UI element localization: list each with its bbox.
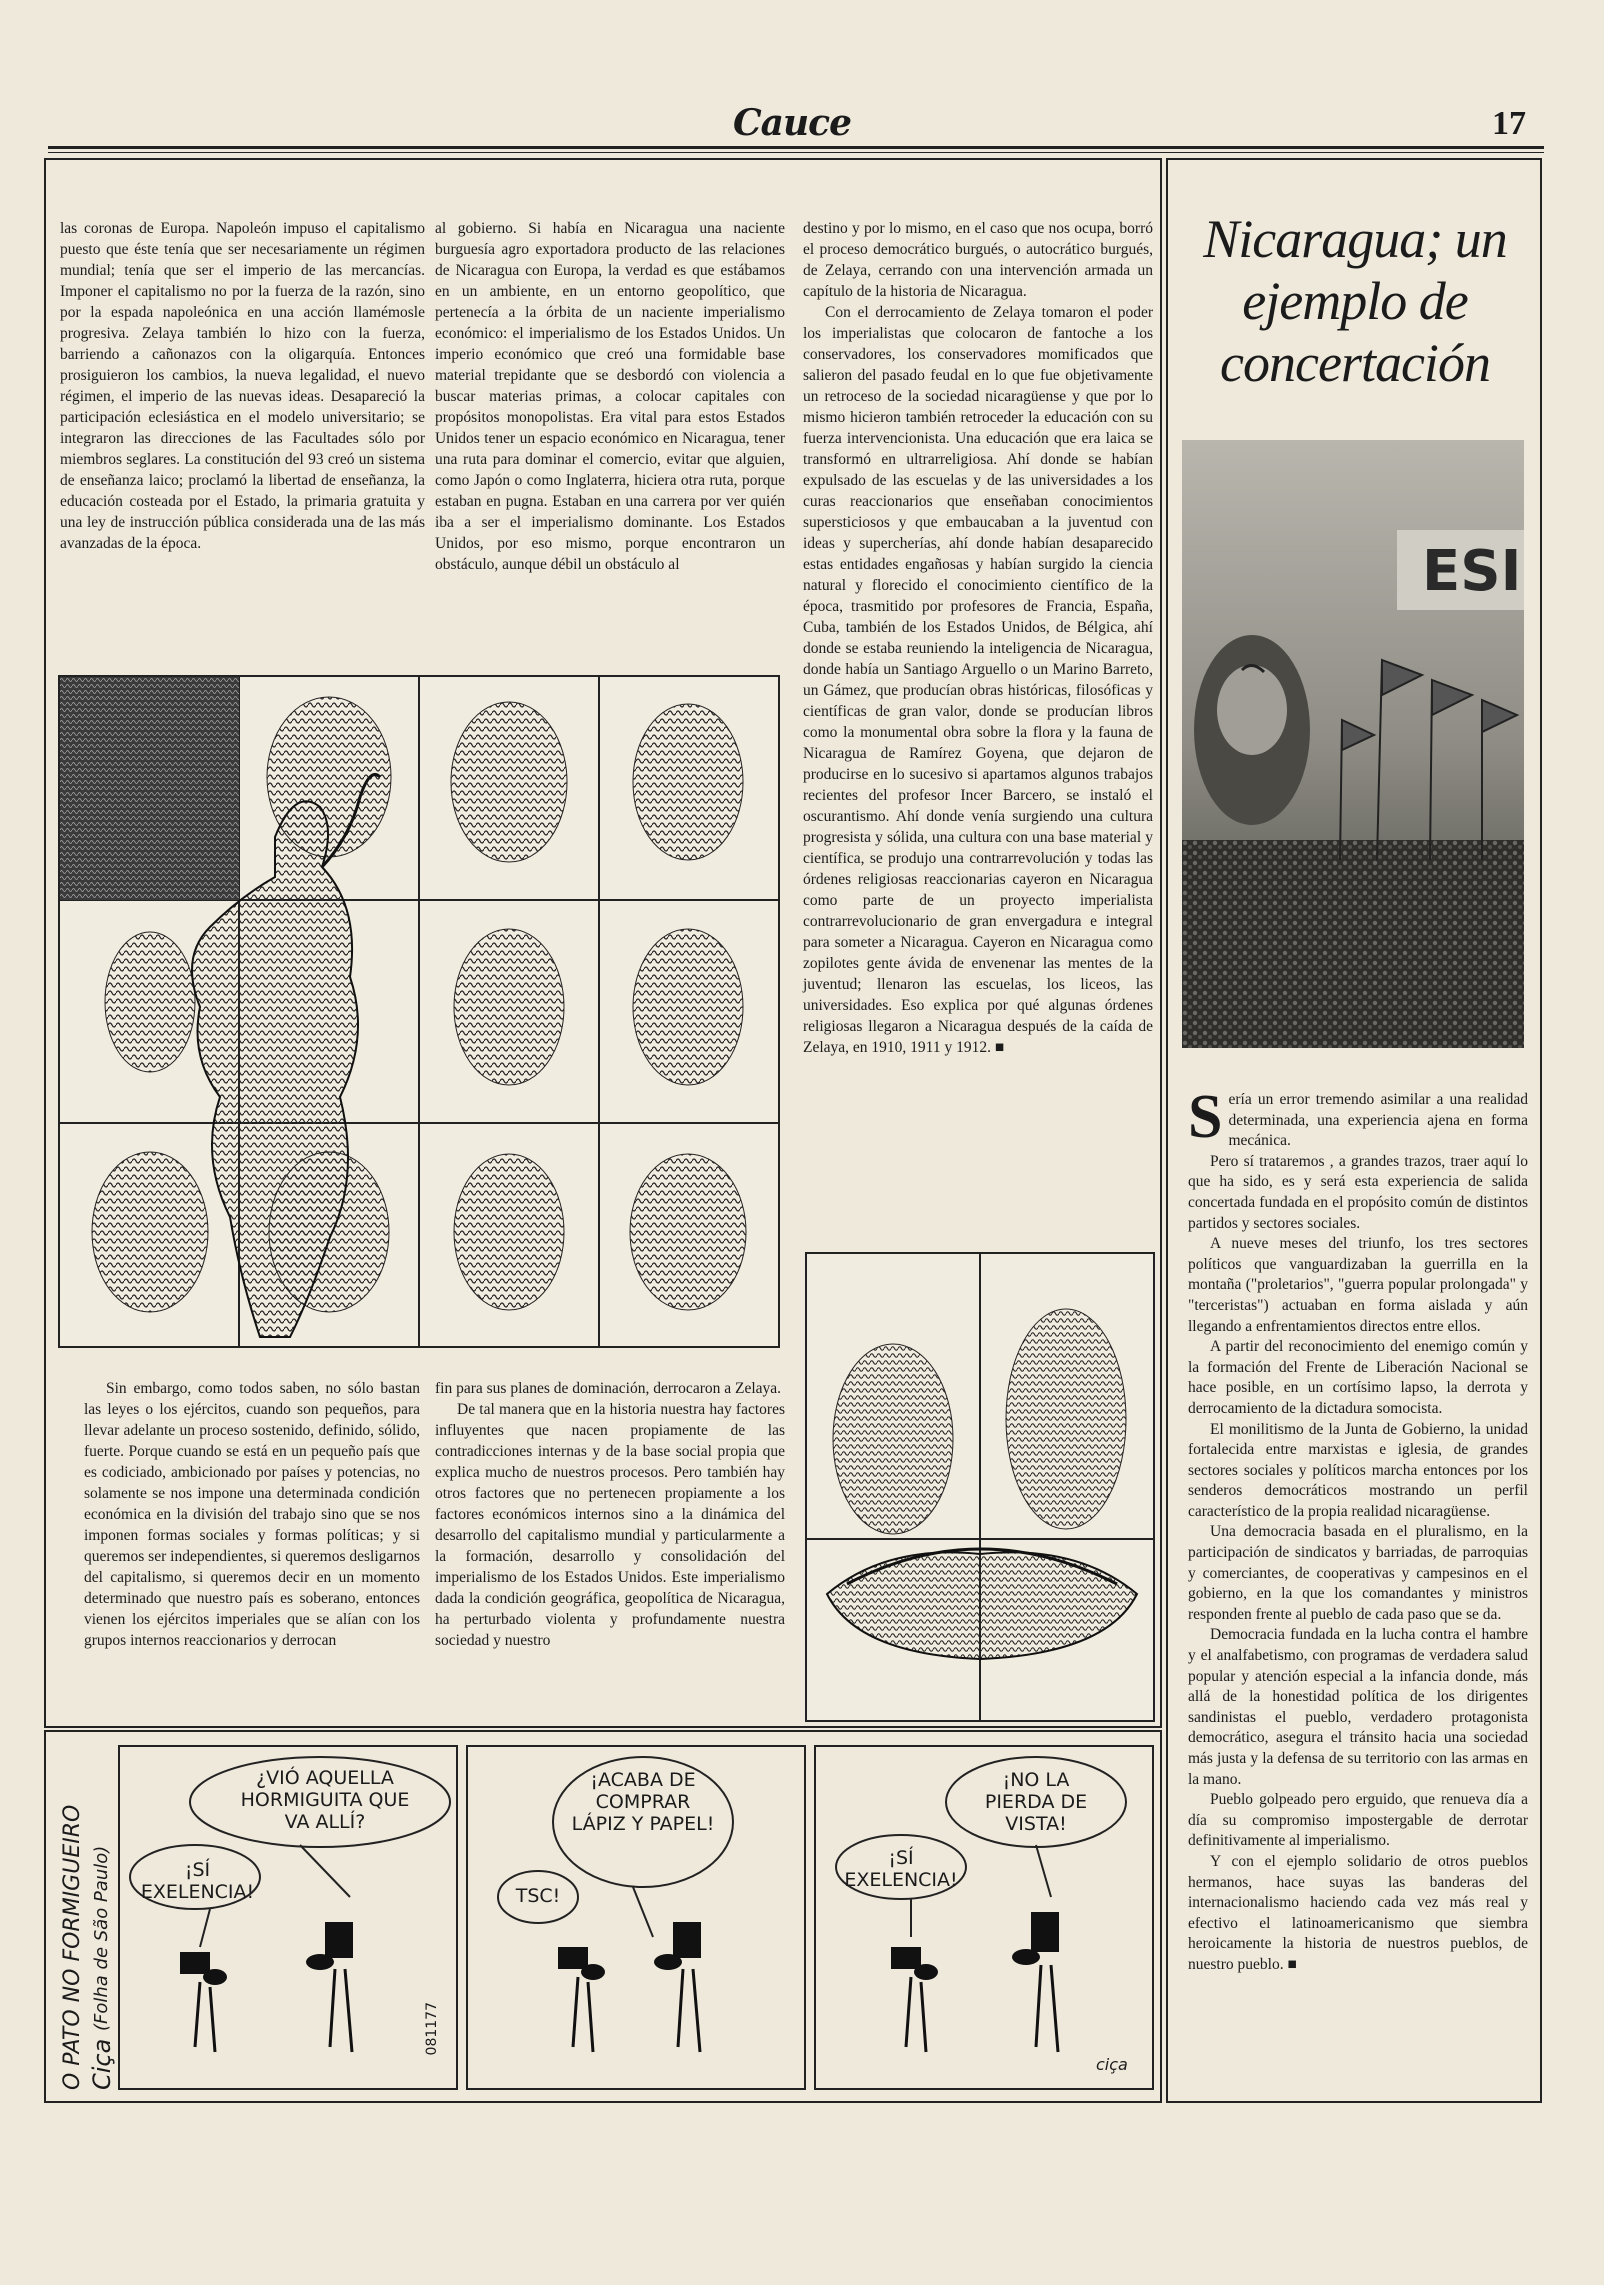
drop-cap: S xyxy=(1188,1083,1223,1151)
paragraph: las coronas de Europa. Napoleón impuso el capitalismo puesto que éste tenía que ser necesariamente un régimen mundial; tenía que ser el imperio de las mercancías. Imponer el capitalismo no por la fuerza de la razón, sino por la espada napoleónica en una acción llamémosle progresiva. Zelaya también lo hizo con la fuerza, barriendo a cañonazos con la oligarquía. Entonces prosiguieron los cambios, la nueva legalidad, el nuevo régimen, el imperio de las nuevas ideas. Desapareció la participación eclesiástica en el modelo universitario; se integraron las direcciones de las Facultades sólo por miembros seglares. La constitución del 93 creó un sistema de enseñanza laico; proclamó la libertad de enseñanza, la educación costeada por el Estado, la primaria gratuita y una ley de instrucción pública considerada una de las más avanzadas de la época. xyxy=(60,220,425,552)
comic-panel-1 xyxy=(118,1745,458,2090)
paragraph: Con el derrocamiento de Zelaya tomaron el poder los imperialistas que colocaron de fantoche a los conservadores, los conservadores momificados que salieron del pasado feudal en lo que fue objetivamente un retroceso de la sociedad nicaragüense y que por lo mismo hicieron también retroceder la educación con su fuerza intervencionista. Una educación que era laica se transformó en ultrarreligiosa. Ahí donde se habían expulsado de las escuelas y de las universidades a los curas reaccionarios que enseñaban conocimientos supersticiosos y que embaucaban a la juventud con ideas y supercherías, ahí donde habían desaparecido estas entidades engañosas y habían surgido la ciencia natural y florecido el conocimiento científico de la época, trasmitido por profesores de Francia, España, Cuba, también de los Estados Unidos, de Bélgica, ahí donde se estaba reuniendo la inteligencia de Nicaragua, donde había un Santiago Arguello o un Marino Barreto, un Gámez, que producían obras históricas, filosóficas y científicas de gran valor, donde se producían libros como la monumental obra sobre la flora y la fauna de Nicaragua de Ramírez Goyena, que dejaron de producirse en lo sucesivo si apartamos algunos trabajos recientes del profesor Incer Barcero, se instaló el oscurantismo. Ahí donde venía surgiendo una cultura progresista y sólida, una cultura con una base material y científica, se produjo una contrarrevolución y todas las órdenes religiosas reaccionarias cayeron en Nicaragua como parte de un proyecto imperialista contrarrevolucionario de gran envergadura e integral para someter a Nicaragua. Cayeron en Nicaragua como zopilotes gente ávida de envenenar las mentes de la juventud; llenaron las escuelas, los liceos, las universidades. Eso explica por qué algunas órdenes religiosas llegaron a Nicaragua después de la caída de Zelaya, en 1910, 1911 y 1912. ■ xyxy=(803,304,1153,1056)
rally-photo-drawing xyxy=(1182,440,1524,1048)
header-rule xyxy=(48,146,1544,149)
paragraph: destino y por lo mismo, en el caso que nos ocupa, borró el proceso democrático burgués, o autocrático burgués, de Zelaya, cerrando con una intervención armada un capítulo de la historia de Nicaragua. xyxy=(803,220,1153,300)
column-3 xyxy=(803,218,1153,1058)
comic-side-title: O PATO NO FORMIGUEIRO xyxy=(60,1804,85,2090)
sidebar-body xyxy=(1188,1083,1528,1976)
column-1-top xyxy=(60,218,425,554)
paragraph: De tal manera que en la historia nuestra hay factores influyentes que nacen propiamente de las contradicciones internas y de la base social propia que explica mucho de nuestros procesos. Pero también hay otros factores que no pertenecen propiamente a los factores económicos internos sino a la dinámica del desarrollo del capitalismo mundial y particularmente a la formación, desarrollo y consolidación del imperialismo de los Estados Unidos. Este imperialismo dada la condición geográfica, geopolítica de Nicaragua, ha perturbado violenta y profundamente nuestra sociedad y nuestro xyxy=(435,1401,785,1649)
speech-bubble-small: ¡SÍ EXELENCIA! xyxy=(844,1847,958,1891)
fingerprint-grid xyxy=(60,677,778,1346)
banner-text: ESI xyxy=(1422,539,1522,604)
paragraph: A nueve meses del triunfo, los tres sectores políticos que vanguardizaban la guerrilla en la montaña ("proletarios", "guerra popular prolongada" y "terceristas") actuaban en forma aislada y aún llegando a enfrentamientos directos entre ellos. xyxy=(1188,1235,1528,1335)
page-number: 17 xyxy=(1492,105,1526,142)
column-2-top xyxy=(435,218,785,575)
fingerprint-nest-illustration xyxy=(805,1252,1155,1722)
speech-bubble-large: ¡ACABA DE COMPRAR LÁPIZ Y PAPEL! xyxy=(571,1769,715,1835)
comic-side-author: Ciça (Folha de São Paulo) xyxy=(88,1845,116,2090)
comic-panel-3 xyxy=(814,1745,1154,2090)
speech-bubble-large: ¡NO LA PIERDA DE VISTA! xyxy=(984,1769,1088,1835)
date-code: 081177 xyxy=(424,2002,440,2056)
paragraph: Pero sí trataremos , a grandes trazos, traer aquí lo que ha sido, es y será esta experiencia de salida concertada fundada en el propósito común de distintos partidos y sectores sociales. xyxy=(1188,1152,1528,1232)
fingerprint-illustration xyxy=(58,675,780,1348)
header-rule-thin xyxy=(48,152,1544,153)
paragraph: al gobierno. Si había en Nicaragua una naciente burguesía agro exportadora producto de las relaciones de Nicaragua con Europa, la verdad es que estábamos en un ambiente, en un entorno geopolítico, que pertenecía a la órbita de un naciente imperialismo económico: el imperialismo de los Estados Unidos. Un imperio económico que creó una formidable base material trepidante que se desbordó con violencia a buscar materias primas, a colocar capitales con propósitos monopolistas. Era vital para estos Estados Unidos tener un espacio económico en Nicaragua, tener una ruta para dominar el comercio, evitar que alguien, como Japón o como Inglaterra, hiciera otra ruta, porque estaban en pugna. Estaban en una carrera por ver quién iba a ser el imperialismo dominante. Los Estados Unidos, por eso mismo, porque encontraron un obstáculo, aunque débil un obstáculo al xyxy=(435,220,785,573)
paragraph: Una democracia basada en el pluralismo, en la participación de sindicatos y barriadas, de parroquias y comerciantes, de cooperativas y campesinos en el gobierno, en la que los comandantes y ministros responden frente al pueblo de cada paso que se da. xyxy=(1188,1523,1528,1623)
speech-bubble-large: ¿VIÓ AQUELLA HORMIGUITA QUE VA ALLÍ? xyxy=(240,1767,410,1833)
masthead: Cauce xyxy=(733,102,851,144)
comic-panel-2 xyxy=(466,1745,806,2090)
paragraph: El monilitismo de la Junta de Gobierno, la unidad fortalecida entre marxistas e iglesia, de grandes sectores sociales y políticos marcha entonces por los senderos democráticos mostrando un perfil característico de la propia realidad nicaragüense. xyxy=(1188,1420,1528,1520)
paragraph: Pueblo golpeado pero erguido, que renueva día a día su compromiso impostergable de derrotar definitivamente al imperialismo. xyxy=(1188,1791,1528,1850)
column-1-bottom xyxy=(84,1378,420,1651)
speech-bubble-small: TSC! xyxy=(515,1885,561,1907)
column-2-bottom xyxy=(435,1378,785,1651)
paragraph: fin para sus planes de dominación, derrocaron a Zelaya. xyxy=(435,1380,782,1397)
paragraph: Sin embargo, como todos saben, no sólo bastan las leyes o los ejércitos, cuando son pequeños, para llevar adelante un proceso sostenido, definido, sólido, fuerte. Porque cuando se está en un pequeño país que es codiciado, ambicionado por países y potencias, no solamente se nos impone una determinada condición económica en la división del trabajo sino que se nos imponen formas sociales y formas políticas; y si queremos ser independientes, si queremos desligarnos del capitalismo, si queremos decir en un momento determinado que nuestro país es soberano, entonces vienen los ejércitos imperiales que se alían con los grupos internos reaccionarios y derrocan xyxy=(84,1380,420,1649)
paragraph: Democracia fundada en la lucha contra el hambre y el analfabetismo, con programas de verdadera salud popular y atención especial a la infancia donde, más allá de la honestidad política de los dirigentes sandinistas el pueblo, verdadero protagonista democrático, asegura el tránsito hacia una sociedad más justa y la defensa de su territorio con las armas en la mano. xyxy=(1188,1626,1528,1788)
paragraph: A partir del reconocimiento del enemigo común y la formación del Frente de Liberación Nacional se hace posible, en un cortísimo lapso, la derrota y derrocamiento de la dictadura somocista. xyxy=(1188,1338,1528,1417)
sidebar-headline: Nicaragua; un ejemplo de concertación xyxy=(1203,209,1507,393)
sidebar-lead: Sería un error tremendo asimilar a una realidad determinada, una experiencia ajena en forma mecánica. xyxy=(1188,1083,1528,1151)
paragraph: Y con el ejemplo solidario de otros pueblos hermanos, hace suyas las banderas del internacionalismo haciendo cada vez más real y efectivo el latinoamericanismo que siembra heroicamente la historia de nuestros pueblos, de nuestro pueblo. ■ xyxy=(1188,1852,1528,1973)
speech-bubble-small: ¡SÍ EXELENCIA! xyxy=(140,1859,255,1903)
cartoonist-signature: ciça xyxy=(1096,2055,1128,2074)
rally-photo xyxy=(1182,440,1524,1048)
nest-drawing xyxy=(807,1254,1153,1720)
